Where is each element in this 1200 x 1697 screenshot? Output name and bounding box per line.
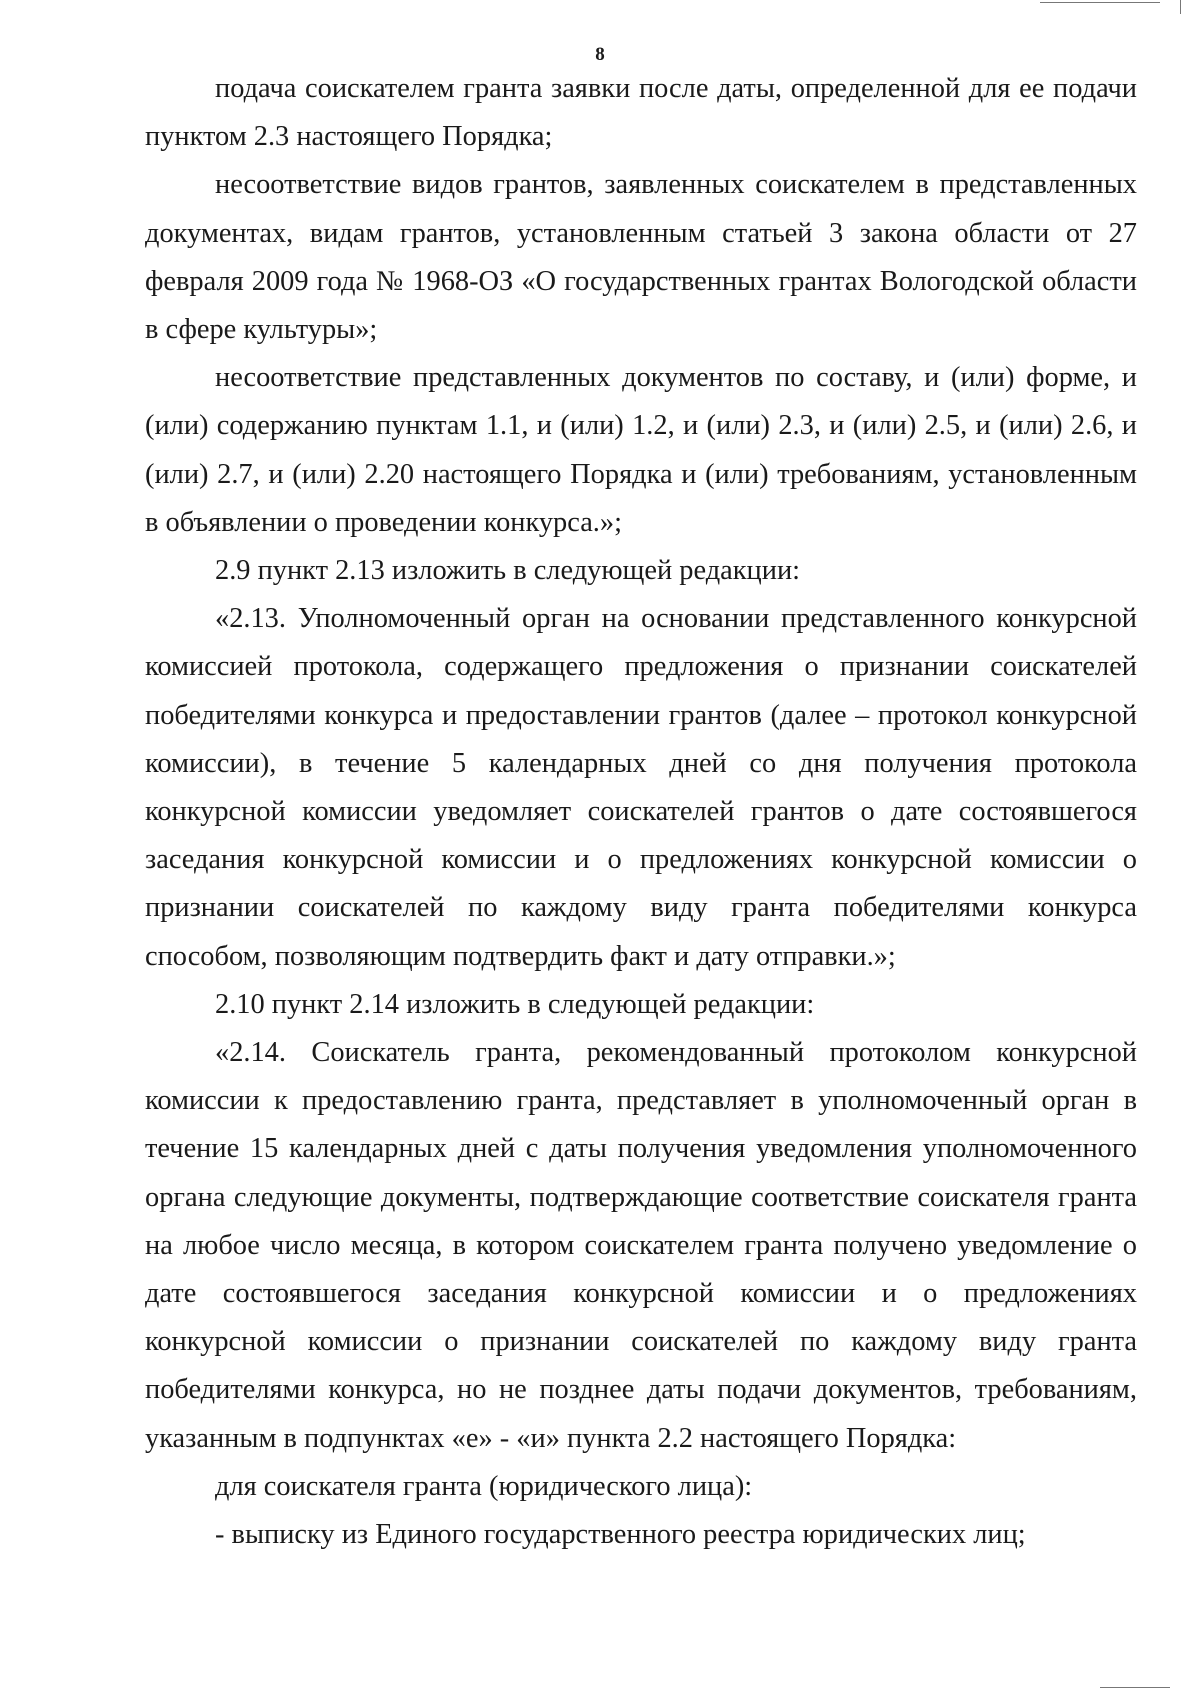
paragraph-clause-2-14: «2.14. Соискатель гранта, рекомендованный протоколом конкурсной комиссии к предоставлению гранта, представляет в уполномоченный орган в течение 15 календарных дней с даты получения уведомления уполномоченного органа следующие документы, подтверждающие соответствие соискателя гранта на любое число месяца, в котором соискателем гранта получено уведомление о дате состоявшегося заседания конкурсной комиссии и о предложениях конкурсной комиссии о признании соискателей по каждому виду гранта победителями конкурса, но не позднее даты подачи документов, требованиям, указанным в подпунктах «е» - «и» пункта 2.2 настоящего Порядка: <box>145 1037 1137 1454</box>
paragraph-amendment-2-10: 2.10 пункт 2.14 изложить в следующей редакции: <box>215 988 815 1020</box>
scan-edge-mark-corner <box>1180 0 1181 14</box>
paragraph-documents-mismatch: несоответствие представленных документов по составу, и (или) форме, и (или) содержанию пунктам 1.1, и (или) 1.2, и (или) 2.3, и (или) 2.5, и (или) 2.6, и (или) 2.7, и (или) 2.20 настоящего Порядка и (или) требованиям, установленным в объявлении о проведении конкурса.»; <box>145 362 1137 538</box>
paragraph-grant-type-mismatch: несоответствие видов грантов, заявленных соискателем в представленных документах, видам грантов, установленным статьей 3 закона области от 27 февраля 2009 года № 1968-ОЗ «О государственных грантах Вологодской области в сфере культуры»; <box>145 169 1137 346</box>
page-number: 8 <box>595 44 605 65</box>
paragraph-late-application: подача соискателем гранта заявки после даты, определенной для ее подачи пунктом 2.3 настоящего Порядка; <box>145 73 1137 153</box>
paragraph-registry-extract: - выписку из Единого государственного реестра юридических лиц; <box>215 1519 1026 1551</box>
paragraph-amendment-2-9: 2.9 пункт 2.13 изложить в следующей редакции: <box>215 555 801 587</box>
paragraph-legal-entity: для соискателя гранта (юридического лица): <box>215 1470 753 1502</box>
paragraph-clause-2-13: «2.13. Уполномоченный орган на основании представленного конкурсной комиссией протокола, содержащего предложения о признании соискателей победителями конкурса и предоставлении грантов (далее – протокол конкурсной комиссии), в течение 5 календарных дней со дня получения протокола конкурсной комиссии уведомляет соискателей грантов о дате состоявшегося заседания конкурсной комиссии и о предложениях конкурсной комиссии о признании соискателей по каждому виду гранта победителями конкурса способом, позволяющим подтвердить факт и дату отправки.»; <box>145 603 1137 972</box>
scan-edge-mark-bottom <box>1100 1687 1170 1688</box>
scan-edge-mark-top <box>1040 2 1160 3</box>
document-body <box>145 65 1137 1559</box>
